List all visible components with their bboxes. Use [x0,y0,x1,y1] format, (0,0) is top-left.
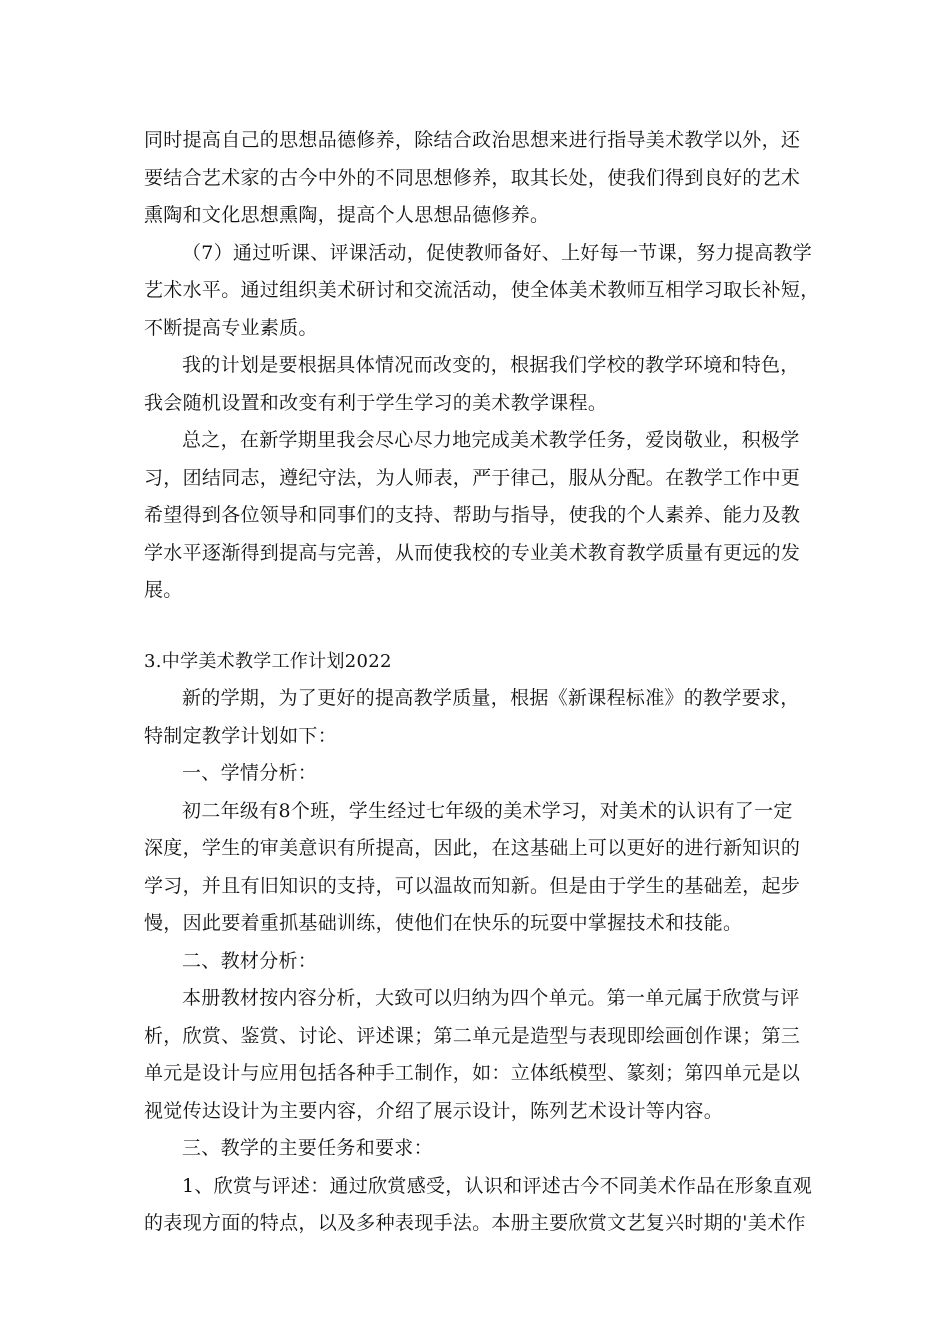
text-line: 不断提高专业素质。 [144,316,318,339]
text-line: 析，欣赏、鉴赏、讨论、评述课；第二单元是造型与表现即绘画创作课；第三 [144,1024,801,1047]
text-line: 特制定教学计划如下： [144,724,338,747]
paragraph [144,422,810,610]
text-line: 艺术水平。通过组织美术研讨和交流活动，使全体美术教师互相学习取长补短， [144,279,820,301]
text-line: 一、学情分析： [182,762,318,784]
text-line: 本册教材按内容分析，大致可以归纳为四个单元。第一单元属于欣赏与评 [182,987,800,1009]
text-line: 深度，学生的审美意识有所提高，因此，在这基础上可以更好的进行新知识的 [144,837,801,859]
text-line: 总之，在新学期里我会尽心尽力地完成美术教学任务，爱岗敬业，积极学 [182,429,800,451]
section-heading [144,643,810,681]
text-line: 我会随机设置和改变有利于学生学习的美术教学课程。 [144,391,608,414]
text-line: 展。 [144,579,183,601]
paragraph [144,347,810,422]
paragraph [144,980,810,1130]
paragraph [144,1130,810,1168]
text-line: 我的计划是要根据具体情况而改变的，根据我们学校的教学环境和特色， [182,354,800,376]
paragraph [144,793,810,943]
paragraph [144,680,810,755]
paragraph [144,755,810,793]
text-line: 学水平逐渐得到提高与完善，从而使我校的专业美术教育教学质量有更远的发 [144,541,801,564]
text-line: 1、欣赏与评述：通过欣赏感受，认识和评述古今不同美术作品在形象直观 [182,1174,812,1197]
section-gap [144,610,810,643]
text-line: 3.中学美术教学工作计划2022 [144,650,392,672]
text-line: 初二年级有8个班，学生经过七年级的美术学习，对美术的认识有了一定 [182,799,793,822]
paragraph [144,1168,810,1243]
text-line: 习，团结同志，遵纪守法，为人师表，严于律己，服从分配。在教学工作中更 [144,466,801,489]
text-line: 二、教材分析： [182,949,318,972]
document-body [144,122,820,1243]
paragraph [144,943,810,981]
text-line: 单元是设计与应用包括各种手工制作，如：立体纸模型、篆刻；第四单元是以 [144,1062,801,1084]
text-line: 同时提高自己的思想品德修养，除结合政治思想来进行指导美术教学以外，还 [144,129,801,151]
paragraph [144,122,810,235]
text-line: 要结合艺术家的古今中外的不同思想修养，取其长处，使我们得到良好的艺术 [144,166,801,189]
text-line: 熏陶和文化思想熏陶，提高个人思想品德修养。 [144,204,550,226]
text-line: （7）通过听课、评课活动，促使教师备好、上好每一节课，努力提高教学 [182,241,812,264]
text-line: 新的学期，为了更好的提高教学质量，根据《新课程标准》的教学要求， [182,687,800,709]
text-line: 慢，因此要着重抓基础训练，使他们在快乐的玩耍中掌握技术和技能。 [144,912,743,934]
text-line: 学习，并且有旧知识的支持，可以温故而知新。但是由于学生的基础差，起步 [144,874,801,897]
paragraph [144,235,820,348]
text-line: 三、教学的主要任务和要求： [182,1137,433,1159]
text-line: 的表现方面的特点，以及多种表现手法。本册主要欣赏文艺复兴时期的'美术作 [144,1212,806,1234]
text-line: 希望得到各位领导和同事们的支持、帮助与指导，使我的个人素养、能力及教 [144,504,801,526]
text-line: 视觉传达设计为主要内容，介绍了展示设计，陈列艺术设计等内容。 [144,1099,724,1122]
